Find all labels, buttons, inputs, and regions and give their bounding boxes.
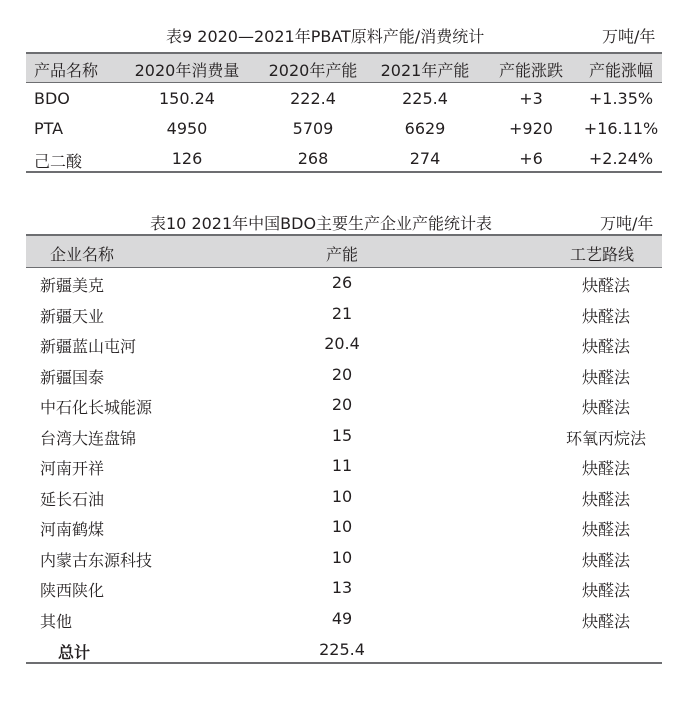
table10-company: 新疆国泰 xyxy=(40,368,105,387)
table9-cell: +920 xyxy=(509,119,553,138)
table10-company: 陕西陕化 xyxy=(40,581,105,600)
table9-cell: 150.24 xyxy=(159,89,215,108)
table10-total-label: 总计 xyxy=(58,643,91,662)
table9-header-rule xyxy=(26,82,662,83)
table9-cell: +1.35% xyxy=(588,89,654,108)
table10-capacity: 11 xyxy=(331,456,353,475)
table9-cell: +3 xyxy=(519,89,543,108)
table10-company: 新疆蓝山屯河 xyxy=(40,337,137,356)
table10-company: 河南鹤煤 xyxy=(40,520,105,539)
table10-process: 炔醛法 xyxy=(581,398,630,417)
table9-header-capacity-growth: 产能涨幅 xyxy=(588,61,653,80)
table10-process: 炔醛法 xyxy=(581,368,630,387)
table9-cell: BDO xyxy=(34,89,70,108)
table9-cell: 274 xyxy=(409,149,441,168)
table9-header-capacity-change: 产能涨跌 xyxy=(498,61,563,80)
table10-capacity: 20 xyxy=(331,365,353,384)
table10-process: 环氧丙烷法 xyxy=(565,429,646,448)
table10-caption: 表10 2021年中国BDO主要生产企业产能统计表 xyxy=(150,214,493,233)
table10-process: 炔醛法 xyxy=(581,490,630,509)
table9-header-2020-capacity: 2020年产能 xyxy=(268,61,358,80)
table10-company: 新疆美克 xyxy=(40,276,105,295)
table10-bottom-rule xyxy=(26,662,662,664)
table10-capacity: 26 xyxy=(331,273,353,292)
table10-capacity: 10 xyxy=(331,517,353,536)
table10-process: 炔醛法 xyxy=(581,520,630,539)
table9-header-2021-capacity: 2021年产能 xyxy=(380,61,470,80)
table9-cell: 126 xyxy=(171,149,203,168)
table10-header-company: 企业名称 xyxy=(50,245,115,264)
table9-cell: 222.4 xyxy=(290,89,336,108)
table9-caption: 表9 2020—2021年PBAT原料产能/消费统计 xyxy=(166,27,485,46)
table9-cell: +6 xyxy=(519,149,543,168)
table10-process: 炔醛法 xyxy=(581,459,630,478)
table10-header-rule xyxy=(26,267,662,268)
table9-cell: PTA xyxy=(34,119,64,138)
table9-cell: +16.11% xyxy=(583,119,659,138)
table10-process: 炔醛法 xyxy=(581,581,630,600)
table9-cell: 己二酸 xyxy=(34,152,83,171)
table10-capacity: 10 xyxy=(331,548,353,567)
table10-company: 内蒙古东源科技 xyxy=(40,551,153,570)
table10-capacity: 20 xyxy=(331,395,353,414)
table10-capacity: 10 xyxy=(331,487,353,506)
table10-header-capacity: 产能 xyxy=(325,245,358,264)
table10-capacity: 20.4 xyxy=(324,334,360,353)
table10-unit: 万吨/年 xyxy=(600,214,654,233)
table10-company: 新疆天业 xyxy=(40,307,105,326)
table9-cell: 225.4 xyxy=(402,89,448,108)
table9-cell: 6629 xyxy=(404,119,446,138)
table10-company: 河南开祥 xyxy=(40,459,105,478)
table10-capacity: 21 xyxy=(331,304,353,323)
table10-capacity: 49 xyxy=(331,609,353,628)
table10-company: 其他 xyxy=(40,612,73,631)
table10-capacity: 15 xyxy=(331,426,353,445)
table9-unit: 万吨/年 xyxy=(602,27,656,46)
table9-cell: 5709 xyxy=(292,119,334,138)
table10-capacity: 13 xyxy=(331,578,353,597)
table9-cell: +2.24% xyxy=(588,149,654,168)
table10-process: 炔醛法 xyxy=(581,337,630,356)
table9-bottom-rule xyxy=(26,171,662,173)
table10-process: 炔醛法 xyxy=(581,307,630,326)
table10-company: 中石化长城能源 xyxy=(40,398,153,417)
table10-total-value: 225.4 xyxy=(319,640,365,659)
table10-process: 炔醛法 xyxy=(581,276,630,295)
table9-cell: 268 xyxy=(297,149,329,168)
table10-company: 台湾大连盘锦 xyxy=(40,429,137,448)
table9-header-product: 产品名称 xyxy=(34,61,99,80)
table10-process: 炔醛法 xyxy=(581,551,630,570)
table10-header-process: 工艺路线 xyxy=(570,245,635,264)
table10-company: 延长石油 xyxy=(40,490,105,509)
table9-header-2020-consumption: 2020年消费量 xyxy=(134,61,240,80)
table10-process: 炔醛法 xyxy=(581,612,630,631)
table9-cell: 4950 xyxy=(166,119,208,138)
